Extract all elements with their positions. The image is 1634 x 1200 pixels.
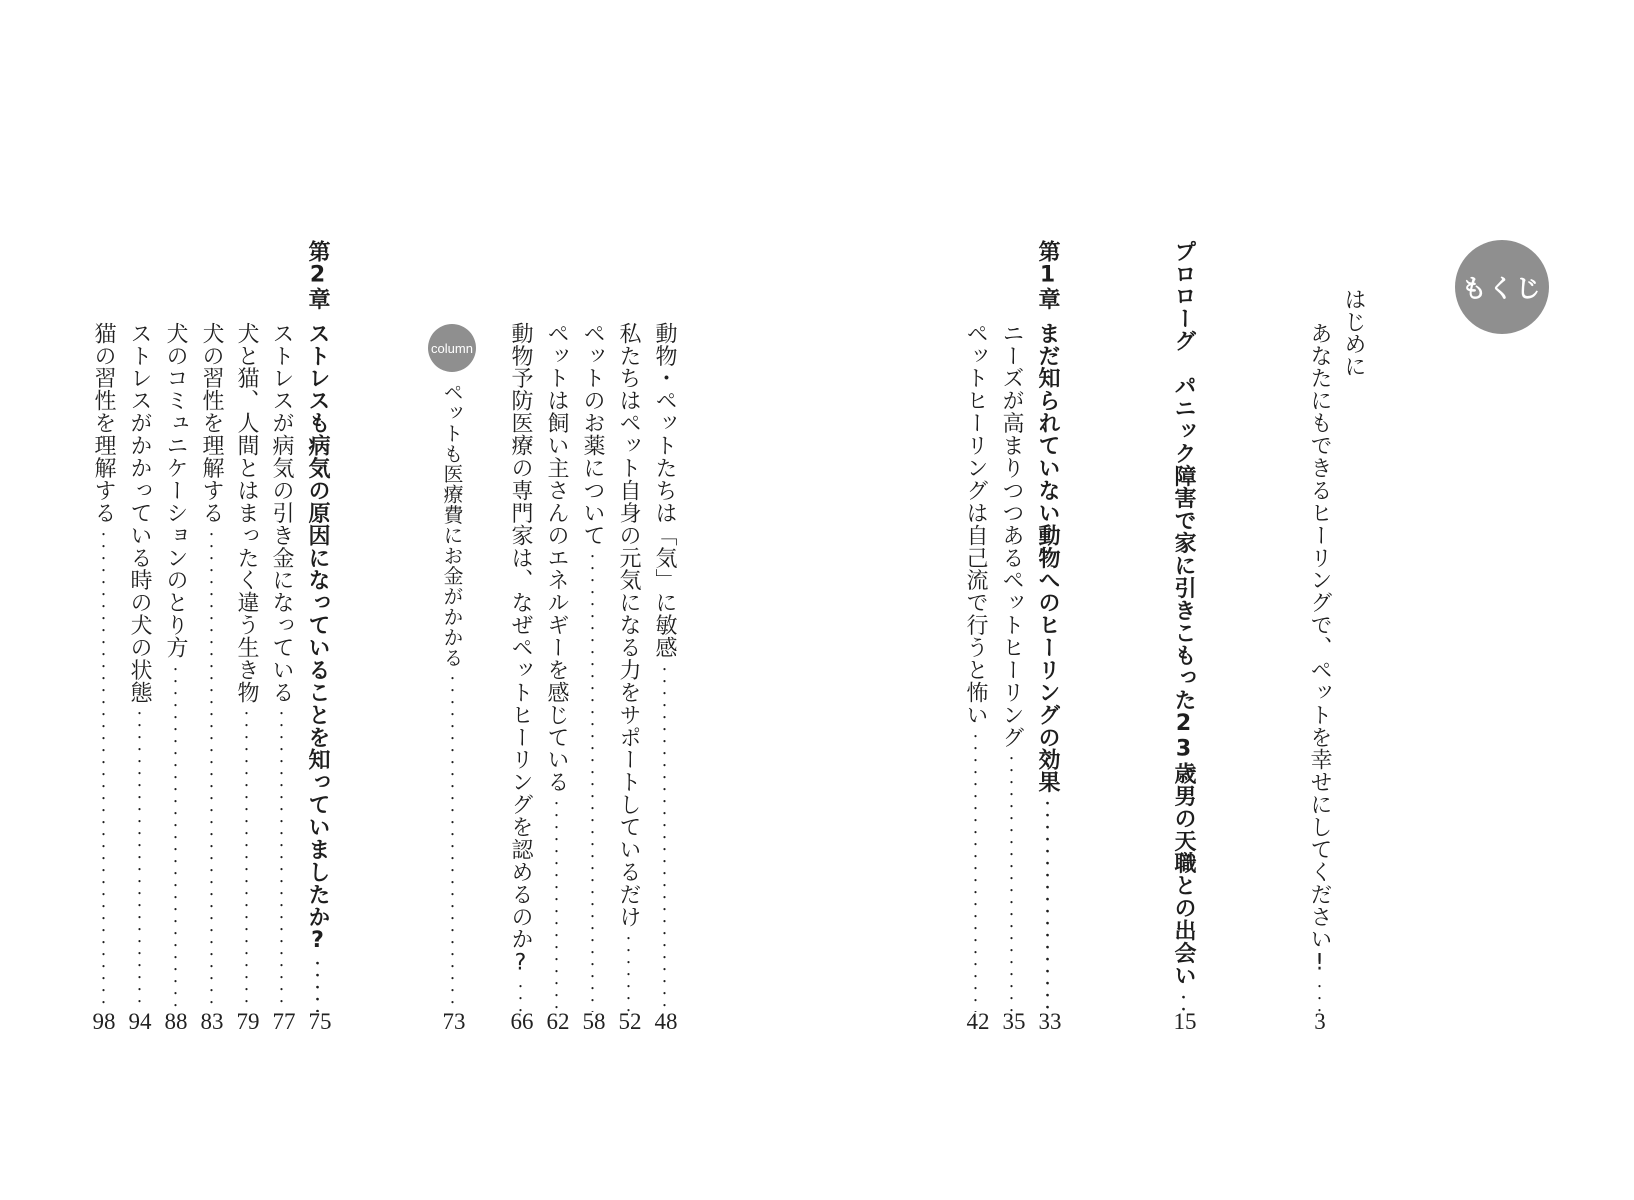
column-badge: column xyxy=(428,324,476,372)
leader-dots xyxy=(650,663,678,1012)
toc-entry-chapter1-title[interactable] xyxy=(1033,322,1061,1012)
page-number: 3 xyxy=(1314,1009,1326,1034)
toc-entry-text: 猫の習性を理解する xyxy=(91,322,116,524)
toc-entry[interactable] xyxy=(578,322,606,1012)
toc-entry[interactable] xyxy=(267,322,295,1012)
toc-entry-text: ペットのお薬について xyxy=(580,322,605,547)
toc-entry-text: 犬のコミュニケーションのとり方 xyxy=(163,322,188,659)
leader-dots xyxy=(89,528,117,1012)
page-number: 98 xyxy=(92,1009,116,1034)
toc-entry[interactable] xyxy=(197,322,225,1012)
leader-dots xyxy=(614,932,642,1012)
leader-dots xyxy=(267,707,295,1012)
toc-entry[interactable] xyxy=(650,322,678,1012)
toc-entry[interactable] xyxy=(161,322,189,1012)
page-number: 94 xyxy=(128,1009,152,1034)
toc-entry-text: ストレスも病気の原因になっていることを知っていましたか? xyxy=(305,322,330,954)
page-number: 79 xyxy=(236,1009,260,1034)
leader-dots xyxy=(161,663,189,1012)
page-number: 75 xyxy=(308,1009,332,1034)
leader-dots xyxy=(438,672,466,1012)
page-number: 88 xyxy=(164,1009,188,1034)
toc-entry-text: 犬の習性を理解する xyxy=(199,322,224,524)
toc-entry-prologue[interactable] xyxy=(1169,240,1197,1012)
hajime-label: はじめに xyxy=(1341,288,1366,378)
leader-dots xyxy=(997,752,1025,1012)
page-number: 77 xyxy=(272,1009,296,1034)
toc-entry[interactable] xyxy=(89,322,117,1012)
toc-title-badge: もくじ xyxy=(1455,240,1549,334)
chapter1-label: 第1章 xyxy=(1035,240,1060,311)
page-number: 66 xyxy=(510,1009,534,1034)
toc-entry[interactable] xyxy=(542,322,570,1012)
toc-entry-text: ペットヒーリングは自己流で行うと怖い xyxy=(963,322,988,726)
toc-entry-hajime[interactable] xyxy=(1305,322,1333,1014)
page-number: 52 xyxy=(618,1009,642,1034)
toc-entry[interactable] xyxy=(506,322,534,1012)
leader-dots xyxy=(125,707,153,1012)
toc-entry[interactable] xyxy=(997,322,1025,1012)
toc-entry-text: ストレスが病気の引き金になっている xyxy=(269,322,294,704)
chapter2-label: 第2章 xyxy=(305,240,330,311)
page-number: 42 xyxy=(966,1009,990,1034)
toc-entry-text: 動物・ペットたちは「気」に敏感 xyxy=(652,322,677,659)
page-number: 15 xyxy=(1173,1009,1197,1034)
toc-entry-text: ペットは飼い主さんのエネルギーを感じている xyxy=(544,322,569,794)
page-number: 48 xyxy=(654,1009,678,1034)
toc-entry-column[interactable] xyxy=(438,382,466,1012)
page-number: 83 xyxy=(200,1009,224,1034)
leader-dots xyxy=(961,730,989,1012)
page-number: 35 xyxy=(1002,1009,1026,1034)
toc-entry[interactable] xyxy=(614,322,642,1012)
leader-dots xyxy=(232,707,260,1012)
toc-entry-text: まだ知られていない動物へのヒーリングの効果 xyxy=(1035,322,1060,794)
toc-entry-text: プロローグ パニック障害で家に引きこもった23歳男の天職との出会い xyxy=(1171,240,1196,987)
page-number: 62 xyxy=(546,1009,570,1034)
leader-dots xyxy=(542,797,570,1012)
toc-entry-text: ストレスがかかっている時の犬の状態 xyxy=(127,322,152,704)
leader-dots xyxy=(506,980,534,1012)
toc-entry[interactable] xyxy=(961,322,989,1012)
toc-entry-text: ニーズが高まりつつあるペットヒーリング xyxy=(999,322,1024,749)
toc-entry-text: あなたにもできるヒーリングで、ペットを幸せにしてください! xyxy=(1307,322,1332,976)
toc-entry[interactable] xyxy=(232,322,260,1012)
page-number: 33 xyxy=(1038,1009,1062,1034)
toc-entry-text: 私たちはペット自身の元気になる力をサポートしているだけ xyxy=(616,322,641,928)
leader-dots xyxy=(197,528,225,1012)
leader-dots xyxy=(1033,797,1061,1012)
toc-entry-text: ペットも医療費にお金がかかる xyxy=(440,382,464,668)
toc-entry-chapter2-title[interactable] xyxy=(303,322,331,1012)
toc-entry-text: 犬と猫、人間とはまったく違う生き物 xyxy=(234,322,259,704)
leader-dots xyxy=(578,550,606,1012)
leader-dots xyxy=(303,957,331,1012)
toc-entry-text: 動物予防医療の専門家は、なぜペットヒーリングを認めるのか? xyxy=(508,322,533,976)
page-number: 58 xyxy=(582,1009,606,1034)
page-number: 73 xyxy=(442,1009,466,1034)
toc-entry[interactable] xyxy=(125,322,153,1012)
